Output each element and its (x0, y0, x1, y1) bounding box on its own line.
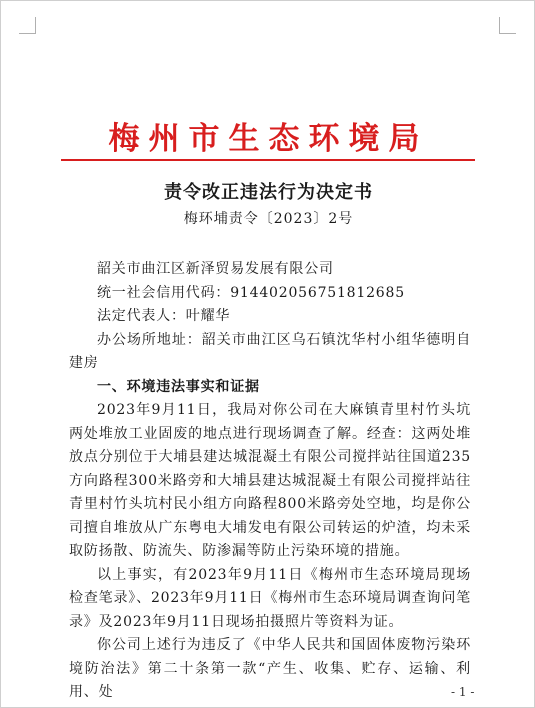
recipient-legal-rep: 法定代表人：叶耀华 (97, 308, 231, 324)
paragraph-evidence: 以上事实，有2023年9月11日《梅州市生态环境局现场检查笔录》、2023年9月11日《梅州市生态环境局调查询问笔录》及2023年9月11日现场拍摄照片等资料为证。 (69, 566, 471, 630)
paragraph-legal-basis: 你公司上述行为违反了《中华人民共和国固体废物污染环境防治法》第二十条第一款“产生、收集、贮存、运输、利用、处 (69, 637, 471, 700)
crop-mark-top-right (499, 17, 516, 34)
page-number: - 1 - (451, 685, 475, 699)
section-heading-violation-facts: 一、环境违法事实和证据 (97, 378, 260, 395)
recipient-credit-code: 统一社会信用代码：91440205675181268​5 (97, 284, 405, 301)
document-body (69, 258, 471, 705)
paragraph-investigation: 2023年9月11日，我局对你公司在大麻镇青里村竹头坑两处堆放工业固废的地点进行现场调查了解。经查：这两处堆放点分别位于大埔县建达城混凝土有限公司搅拌站往国道235方向路程300米路旁和大埔县建达城混凝土有限公司搅拌站往青里村竹头坑村民小组方向路程800米路旁处空地，均是你公司擅自堆放从广东粤电大埔发电有限公司转运的炉渣，均未采取防扬散、防流失、防渗漏等防止污染环境的措施。 (69, 402, 471, 559)
recipient-address: 办公场所地址：韶关市曲江区乌石镇沈华村小组华德明自建房 (69, 331, 471, 371)
document-title: 责令改正违法行为决定书 (164, 182, 373, 203)
red-divider-line (61, 159, 475, 161)
recipient-company: 韶关市曲江区新泽贸易发展有限公司 (97, 261, 334, 277)
agency-masthead: 梅州市生态环境局 (108, 121, 429, 157)
crop-mark-top-left (19, 17, 36, 34)
document-number: 梅环埔责令〔2023〕2号 (183, 211, 354, 227)
